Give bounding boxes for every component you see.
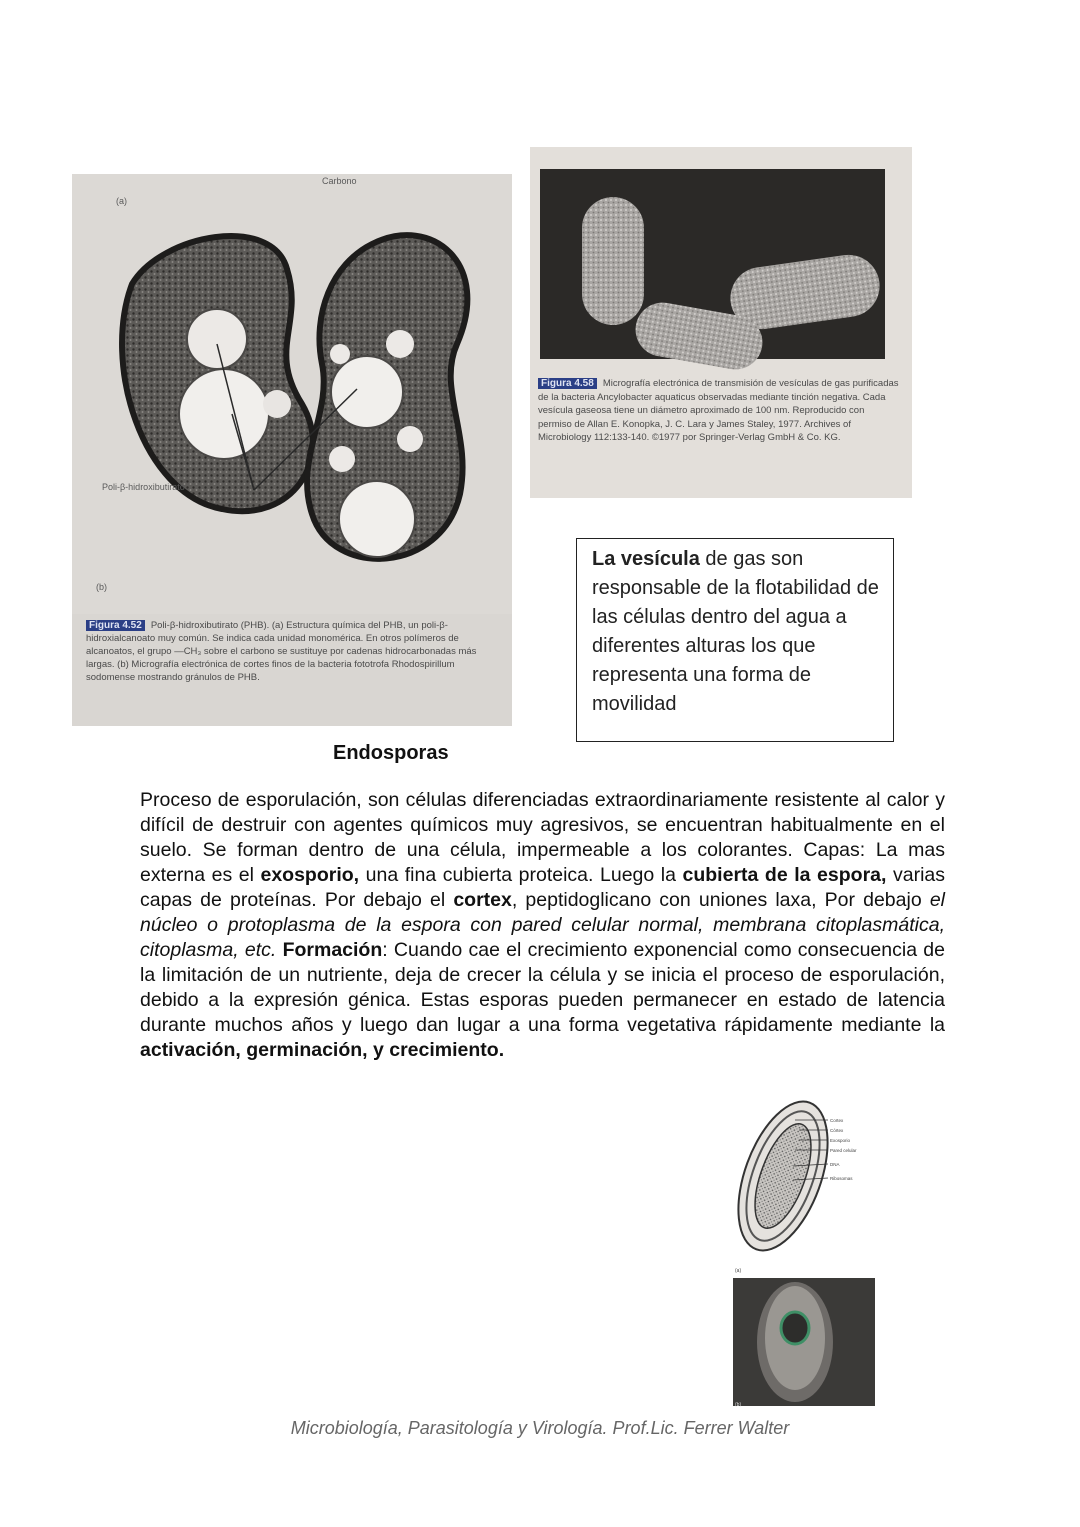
gas-vesicle-micrograph xyxy=(540,169,885,498)
para-bold-activacion: activación, germinación, y crecimiento. xyxy=(140,1039,505,1061)
para-italic-nucleo: el núcleo o protoplasma de la espora con pared celular normal, membrana citoplasmática, citoplasma, etc. xyxy=(140,889,945,961)
vesicle-text xyxy=(592,545,884,719)
page-footer: Microbiología, Parasitología y Virología. Prof.Lic. Ferrer Walter xyxy=(290,1418,790,1438)
figure-4-52 xyxy=(72,174,512,726)
vesicle-text-rest: de gas son responsable de la flotabilidad de las células dentro del agua a diferentes alturas los que representa una forma de movilidad xyxy=(592,548,879,715)
spore-panel-a: (a) xyxy=(735,1268,742,1274)
para-text: : Cuando cae el crecimiento exponencial como consecuencia de la limitación de un nutriente, deja de crecer la célula y se inicia el proceso de esporulación, debido a la expresión génica. Estas esporas pueden permanecer en estado de latencia durante muchos años y luego dan lugar a una forma vegetativa rápidamente mediante la xyxy=(140,939,945,1036)
panel-b-label: (b) xyxy=(96,582,107,592)
figure-4-58 xyxy=(530,147,912,498)
para-text: una fina cubierta proteica. Luego la xyxy=(359,864,683,886)
figure-4-52-caption-text: Poli-β-hidroxibutirato (PHB). (a) Estructura química del PHB, un poli-β-hidroxialcanoato muy común. Se indica cada unidad monomérica. En otros polímeros de alcanoatos, el grupo —CH₃ sobre el carbono se sustituye por cadenas hidrocarbonadas más largas. (b) Micrografía electrónica de cortes finos de la bacteria fototrofa Rhodospirillum sodomense mostrando gránulos de PHB. xyxy=(86,620,477,683)
para-text: Proceso de esporulación, son células diferenciadas extraordinariamente resistente al calor y difícil de destruir con agentes químicos muy agresivos, se encuentran habitualmente en el suelo. Se forman dentro de una célula, impermeable a los colorantes. Capas: La mas externa es el xyxy=(140,789,945,886)
section-heading: Endosporas xyxy=(333,742,449,764)
figure-4-52-number: Figura 4.52 xyxy=(86,620,145,631)
spore-label-3: Exosporio xyxy=(830,1138,851,1143)
figure-4-58-caption xyxy=(538,377,900,445)
para-bold-cortex: cortex xyxy=(453,889,512,911)
spore-diagram xyxy=(733,1088,879,1408)
para-bold-exosporio: exosporio, xyxy=(260,864,360,886)
spore-panel-b: (b) xyxy=(735,1402,742,1408)
figure-4-58-caption-text: Micrografía electrónica de transmisión de vesículas de gas purificadas de la bacteria Ancylobacter aquaticus observadas mediante tinción negativa. Cada vesícula gaseosa tiene un diámetro aproximado de 100 nm. Reproducido con permiso de Allan E. Konopka, J. C. Lara y James Staley, 1977. Archives of Microbiology 112:133-140. ©1977 por Springer-Verlag GmbH & Co. KG. xyxy=(538,378,899,443)
figure-4-58-number: Figura 4.58 xyxy=(538,378,597,389)
para-bold-formacion: Formación xyxy=(282,939,383,961)
carbon-label: Carbono xyxy=(322,176,357,186)
spore-label-2: Córtex xyxy=(830,1128,844,1133)
spore-label-6: Ribosomas xyxy=(830,1176,853,1181)
para-text: varias capas de proteínas. Por debajo el xyxy=(140,864,945,911)
phb-annotation: Poli-β-hidroxibutirato xyxy=(102,482,185,492)
spore-label-4: Pared celular xyxy=(830,1148,857,1153)
vesicle-textbox xyxy=(576,538,894,742)
para-bold-cubierta: cubierta de la espora, xyxy=(682,864,887,886)
spore-label-5: DNA xyxy=(830,1162,840,1167)
panel-a-label: (a) xyxy=(116,196,127,206)
para-text: , peptidoglicano con uniones laxa, Por debajo xyxy=(511,889,930,911)
figure-4-52-caption xyxy=(86,619,506,684)
vesicle-bold-lead: La vesícula xyxy=(592,548,700,570)
endospore-paragraph xyxy=(140,788,945,1063)
spore-label-1: Cortex xyxy=(830,1118,844,1123)
spore-figure xyxy=(733,1088,879,1408)
phb-micrograph xyxy=(72,174,512,614)
